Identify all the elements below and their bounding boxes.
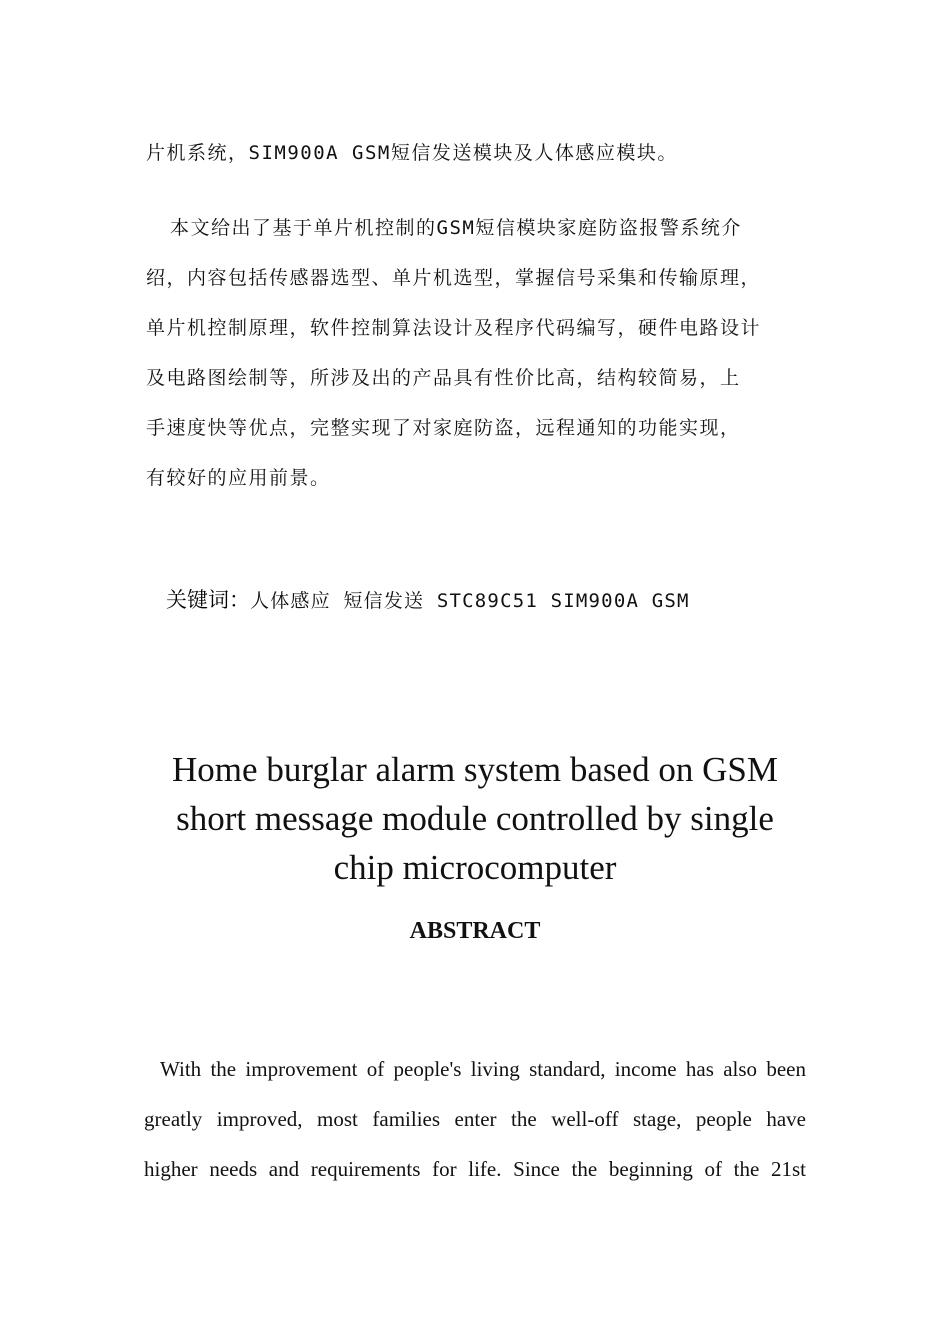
keywords-text: 人体感应 短信发送 STC89C51 SIM900A GSM [250, 590, 690, 612]
paragraph-line: 绍，内容包括传感器选型、单片机选型，掌握信号采集和传输原理， [146, 267, 762, 289]
paragraph-line: greatly improved, most families enter the well-off stage, people have [144, 1107, 806, 1131]
paragraph-line: With the improvement of people's living standard, income has also been [160, 1057, 806, 1081]
paragraph-line: 单片机控制原理，软件控制算法设计及程序代码编写，硬件电路设计 [146, 317, 762, 339]
title-line: Home burglar alarm system based on GSM [172, 750, 778, 789]
english-title [140, 745, 810, 892]
title-line: short message module controlled by single [176, 799, 774, 838]
keywords-line [166, 584, 690, 614]
english-abstract-paragraph [144, 1044, 806, 1194]
paragraph-line: 及电路图绘制等，所涉及出的产品具有性价比高，结构较简易，上 [146, 367, 741, 389]
abstract-heading: ABSTRACT [409, 918, 541, 944]
body-text-continuation: 片机系统，SIM900A GSM短信发送模块及人体感应模块。 [146, 142, 678, 164]
chinese-abstract-paragraph [146, 203, 806, 503]
paragraph-line: 有较好的应用前景。 [146, 467, 331, 489]
paragraph-line: 手速度快等优点，完整实现了对家庭防盗，远程通知的功能实现， [146, 417, 741, 439]
title-line: chip microcomputer [333, 848, 617, 887]
paragraph-line: 本文给出了基于单片机控制的GSM短信模块家庭防盗报警系统介 [170, 217, 742, 239]
paragraph-line: higher needs and requirements for life. Since the beginning of the 21st [144, 1157, 806, 1181]
keywords-label: 关键词： [166, 588, 250, 612]
